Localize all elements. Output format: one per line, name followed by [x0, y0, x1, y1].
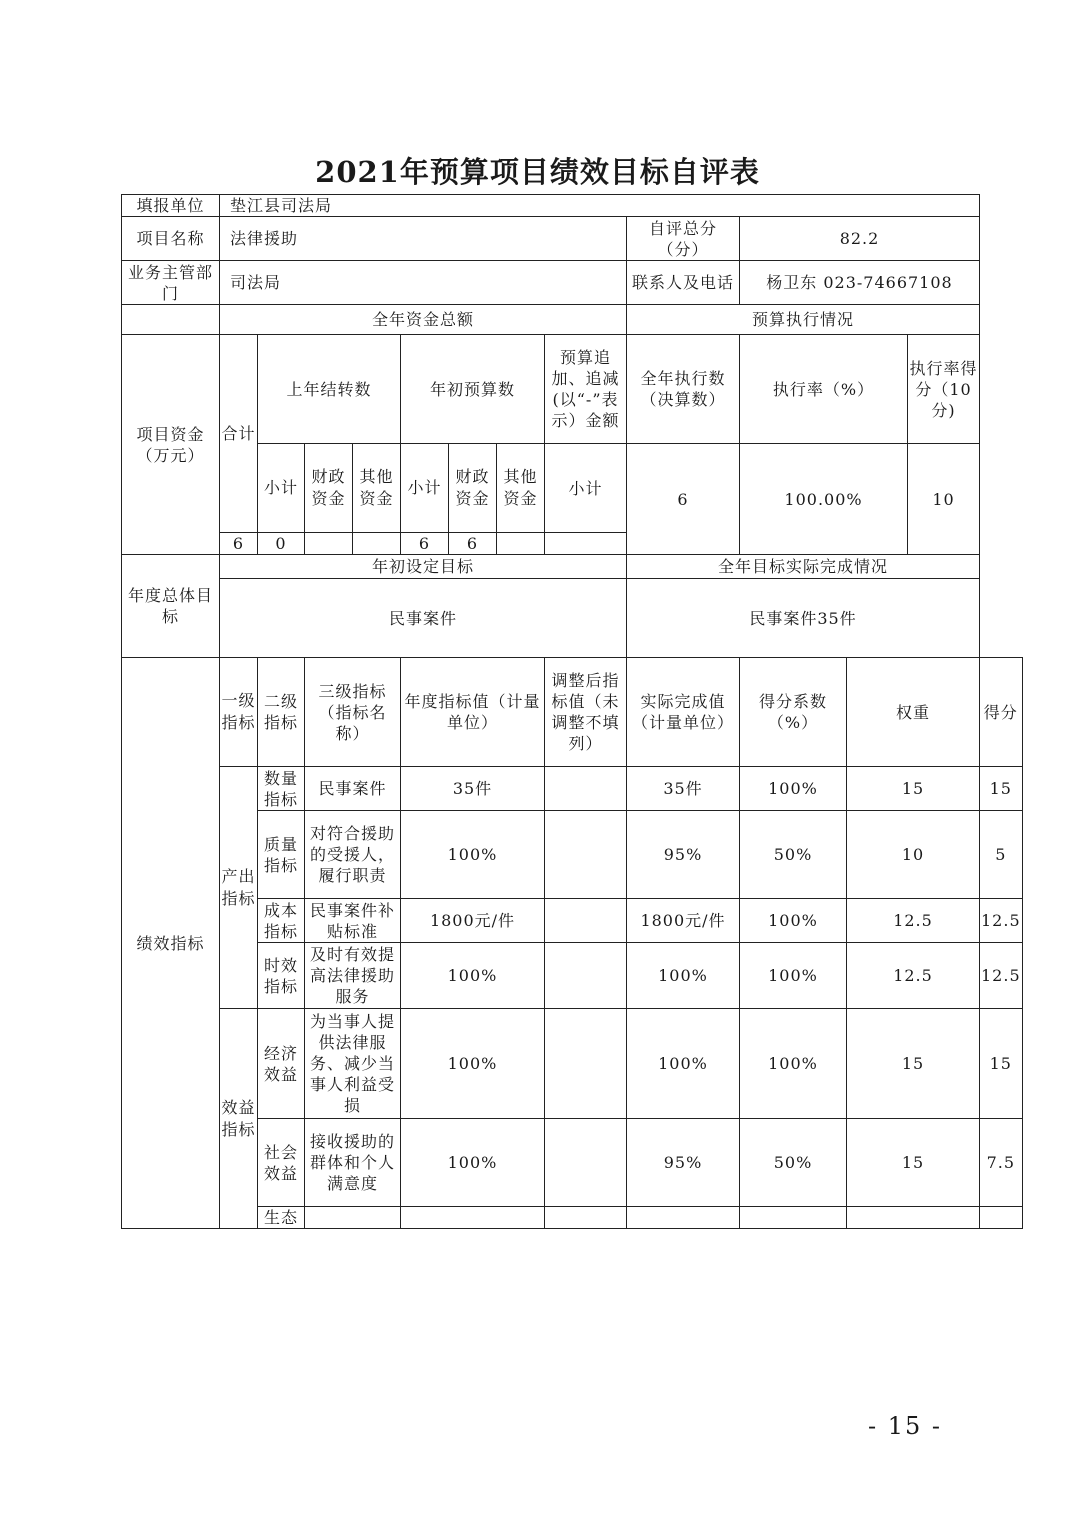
unit-value: 垫江县司法局	[220, 195, 980, 217]
row-annual: 100%	[401, 1119, 545, 1207]
row-coef: 100%	[740, 943, 847, 1009]
row-score: 7.5	[980, 1119, 1023, 1207]
row-l2: 成本指标	[258, 899, 305, 943]
exec-amount-value: 6	[627, 444, 740, 555]
row-adjusted	[545, 1009, 627, 1119]
carry-other-header: 其他资金	[353, 444, 401, 533]
perf-label: 绩效指标	[122, 658, 220, 1229]
funds-heji: 合计	[220, 335, 258, 533]
annual-label: 年度总体目标	[122, 555, 220, 658]
init-fiscal-header: 财政资金	[449, 444, 497, 533]
adjust-subtotal-header: 小计	[545, 444, 627, 533]
row-l3: 民事案件补贴标准	[305, 899, 401, 943]
row-l2: 质量指标	[258, 811, 305, 899]
level1-header: 一级指标	[220, 658, 258, 767]
row-adjusted	[545, 899, 627, 943]
exec-score-value: 10	[908, 444, 980, 555]
row-coef: 50%	[740, 1119, 847, 1207]
row-actual: 95%	[627, 811, 740, 899]
row-score: 12.5	[980, 899, 1023, 943]
adjust-header: 预算追加、追减(以“-”表示）金额	[545, 335, 627, 444]
init-fiscal-value: 6	[449, 533, 497, 555]
dept-label: 业务主管部门	[122, 261, 220, 305]
output-label: 产出指标	[220, 767, 258, 1009]
dept-value: 司法局	[220, 261, 627, 305]
annual-set-value: 民事案件	[220, 579, 627, 658]
project-label: 项目名称	[122, 217, 220, 261]
row-actual	[627, 1207, 740, 1229]
row-coef: 100%	[740, 767, 847, 811]
row-actual: 35件	[627, 767, 740, 811]
annual-actual-header: 全年目标实际完成情况	[627, 555, 980, 579]
row-adjusted	[545, 943, 627, 1009]
page-number: - 15 -	[868, 1412, 943, 1440]
funds-total-header: 全年资金总额	[220, 305, 627, 335]
score-label: 自评总分（分）	[627, 217, 740, 261]
row-actual: 100%	[627, 1009, 740, 1119]
row-score: 5	[980, 811, 1023, 899]
row-actual: 1800元/件	[627, 899, 740, 943]
row-l3: 民事案件	[305, 767, 401, 811]
row-l3	[305, 1207, 401, 1229]
row-actual: 95%	[627, 1119, 740, 1207]
coef-header: 得分系数（%）	[740, 658, 847, 767]
page-title: 2021年预算项目绩效目标自评表	[315, 155, 760, 189]
row-score: 12.5	[980, 943, 1023, 1009]
row-l2: 时效指标	[258, 943, 305, 1009]
adjusted-header: 调整后指标值（未调整不填列）	[545, 658, 627, 767]
carryover-header: 上年结转数	[258, 335, 401, 444]
row-l3: 及时有效提高法律援助服务	[305, 943, 401, 1009]
level2-header: 二级指标	[258, 658, 305, 767]
carry-fiscal-value	[305, 533, 353, 555]
total-value: 6	[220, 533, 258, 555]
weight-header: 权重	[847, 658, 980, 767]
carry-subtotal-value: 0	[258, 533, 305, 555]
annual-value-header: 年度指标值（计量单位）	[401, 658, 545, 767]
carry-subtotal-header: 小计	[258, 444, 305, 533]
contact-label: 联系人及电话	[627, 261, 740, 305]
contact-value: 杨卫东 023-74667108	[740, 261, 980, 305]
row-l2: 经济效益	[258, 1009, 305, 1119]
row-annual: 35件	[401, 767, 545, 811]
carry-other-value	[353, 533, 401, 555]
exec-score-header: 执行率得分（10分)	[908, 335, 980, 444]
row-annual	[401, 1207, 545, 1229]
row-adjusted	[545, 1207, 627, 1229]
annual-actual-value: 民事案件35件	[627, 579, 980, 658]
row-l3: 对符合援助的受援人，履行职责	[305, 811, 401, 899]
row-annual: 100%	[401, 943, 545, 1009]
funds-blank	[122, 305, 220, 335]
row-weight: 15	[847, 1119, 980, 1207]
row-score: 15	[980, 1009, 1023, 1119]
row-annual: 100%	[401, 1009, 545, 1119]
initial-budget-header: 年初预算数	[401, 335, 545, 444]
unit-label: 填报单位	[122, 195, 220, 217]
row-coef	[740, 1207, 847, 1229]
row-coef: 100%	[740, 1009, 847, 1119]
project-value: 法律援助	[220, 217, 627, 261]
row-l3: 接收援助的群体和个人满意度	[305, 1119, 401, 1207]
score-header: 得分	[980, 658, 1023, 767]
benefit-label: 效益指标	[220, 1009, 258, 1229]
row-l3: 为当事人提供法律服务、减少当事人利益受损	[305, 1009, 401, 1119]
init-subtotal-value: 6	[401, 533, 449, 555]
row-adjusted	[545, 811, 627, 899]
row-adjusted	[545, 767, 627, 811]
row-weight: 12.5	[847, 899, 980, 943]
init-other-header: 其他资金	[497, 444, 545, 533]
score-value: 82.2	[740, 217, 980, 261]
row-coef: 50%	[740, 811, 847, 899]
row-score: 15	[980, 767, 1023, 811]
exec-rate-header: 执行率（%）	[740, 335, 908, 444]
row-weight: 15	[847, 1009, 980, 1119]
funds-row-label: 项目资金（万元）	[122, 335, 220, 555]
row-l2: 生态	[258, 1207, 305, 1229]
row-annual: 1800元/件	[401, 899, 545, 943]
row-l2: 数量指标	[258, 767, 305, 811]
annual-set-header: 年初设定目标	[220, 555, 627, 579]
actual-header: 实际完成值（计量单位）	[627, 658, 740, 767]
row-weight: 10	[847, 811, 980, 899]
adjust-value	[545, 533, 627, 555]
exec-amount-header: 全年执行数（决算数）	[627, 335, 740, 444]
row-adjusted	[545, 1119, 627, 1207]
row-weight: 12.5	[847, 943, 980, 1009]
row-l2: 社会效益	[258, 1119, 305, 1207]
row-coef: 100%	[740, 899, 847, 943]
init-subtotal-header: 小计	[401, 444, 449, 533]
row-annual: 100%	[401, 811, 545, 899]
level3-header: 三级指标（指标名称）	[305, 658, 401, 767]
evaluation-table	[121, 194, 1023, 1229]
exec-rate-value: 100.00%	[740, 444, 908, 555]
row-actual: 100%	[627, 943, 740, 1009]
init-other-value	[497, 533, 545, 555]
row-score	[980, 1207, 1023, 1229]
carry-fiscal-header: 财政资金	[305, 444, 353, 533]
row-weight	[847, 1207, 980, 1229]
funds-exec-header: 预算执行情况	[627, 305, 980, 335]
row-weight: 15	[847, 767, 980, 811]
